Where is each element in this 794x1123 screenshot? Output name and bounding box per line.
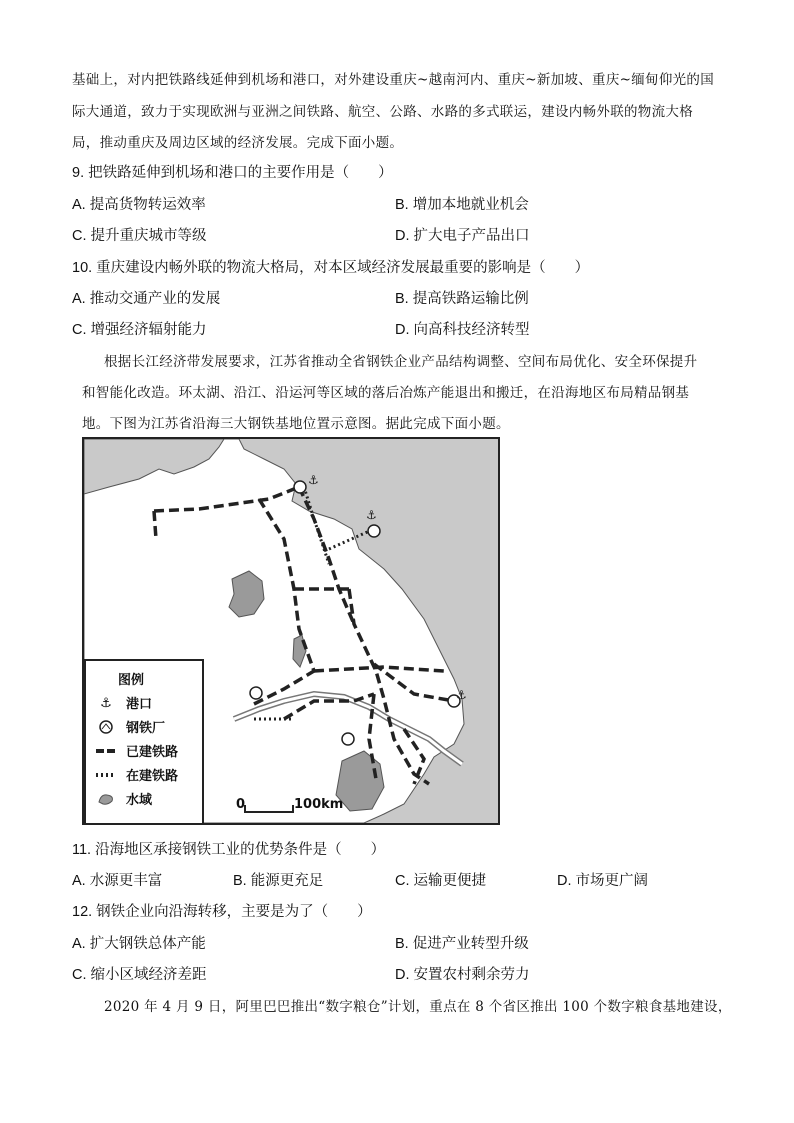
question-9-option-d: D. 扩大电子产品出口 bbox=[395, 228, 530, 244]
water-icon bbox=[94, 792, 118, 806]
question-9-option-a: A. 提高货物转运效率 bbox=[72, 197, 206, 213]
anchor-icon: ⚓ bbox=[366, 508, 377, 522]
steel-plant-icon bbox=[342, 733, 354, 745]
steel-plant-icon bbox=[294, 481, 306, 493]
legend-row-port bbox=[94, 693, 152, 712]
steel-plant-icon bbox=[368, 525, 380, 537]
question-11-option-c: C. 运输更便捷 bbox=[395, 873, 487, 889]
built-railway-icon bbox=[94, 744, 118, 758]
passage2-line-3: 地。下图为江苏省沿海三大钢铁基地位置示意图。据此完成下面小题。 bbox=[82, 416, 510, 432]
intro-line-3: 局，推动重庆及周边区域的经济发展。完成下面小题。 bbox=[72, 135, 404, 151]
passage2-line-2: 和智能化改造。环太湖、沿江、沿运河等区域的落后冶炼产能退出和搬迁，在沿海地区布局精品钢基 bbox=[82, 385, 690, 401]
legend-title: 图例 bbox=[118, 673, 145, 688]
question-10-option-c: C. 增强经济辐射能力 bbox=[72, 322, 207, 338]
question-11-option-b: B. 能源更充足 bbox=[233, 873, 324, 889]
map-legend bbox=[84, 659, 204, 825]
passage2-line-1: 根据长江经济带发展要求，江苏省推动全省钢铁企业产品结构调整、空间布局优化、安全环保提升 bbox=[104, 354, 698, 370]
question-12-stem: 12. 钢铁企业向沿海转移，主要是为了（ ） bbox=[72, 904, 372, 920]
question-12-option-c: C. 缩小区域经济差距 bbox=[72, 967, 207, 983]
question-12-option-d: D. 安置农村剩余劳力 bbox=[395, 967, 530, 983]
legend-steel-label: 钢铁厂 bbox=[126, 721, 166, 736]
tail-line-1: 2020 年 4 月 9 日，阿里巴巴推出“数字粮仓”计划，重点在 8 个省区推出 100 个数字粮食基地建设， bbox=[104, 999, 732, 1015]
scale-length: 100km bbox=[294, 797, 344, 812]
question-10-option-b: B. 提高铁路运输比例 bbox=[395, 291, 529, 307]
anchor-icon: ⚓ bbox=[100, 695, 112, 711]
legend-port-label: 港口 bbox=[126, 697, 153, 712]
legend-building-label: 在建铁路 bbox=[126, 769, 179, 784]
intro-line-1: 基础上，对内把铁路线延伸到机场和港口，对外建设重庆~越南河内、重庆~新加坡、重庆~缅甸仰光的国 bbox=[72, 72, 715, 88]
legend-row-building bbox=[94, 765, 178, 784]
legend-row-water bbox=[94, 789, 152, 808]
question-12-option-a: A. 扩大钢铁总体产能 bbox=[72, 936, 206, 952]
scale-tick-left bbox=[244, 805, 246, 811]
anchor-icon: ⚓ bbox=[456, 688, 467, 702]
question-9-stem: 9. 把铁路延伸到机场和港口的主要作用是（ ） bbox=[72, 165, 393, 181]
legend-water-label: 水域 bbox=[126, 793, 153, 808]
question-12-option-b: B. 促进产业转型升级 bbox=[395, 936, 529, 952]
legend-built-label: 已建铁路 bbox=[126, 745, 179, 760]
question-11-option-a: A. 水源更丰富 bbox=[72, 873, 163, 889]
question-11-option-d: D. 市场更广阔 bbox=[557, 873, 649, 889]
jiangsu-steel-base-map bbox=[82, 437, 500, 825]
question-10-option-d: D. 向高科技经济转型 bbox=[395, 322, 530, 338]
question-11-stem: 11. 沿海地区承接钢铁工业的优势条件是（ ） bbox=[72, 842, 386, 858]
site-changzhou bbox=[342, 733, 354, 745]
question-10-option-a: A. 推动交通产业的发展 bbox=[72, 291, 221, 307]
question-9-option-c: C. 提升重庆城市等级 bbox=[72, 228, 207, 244]
building-railway-icon bbox=[94, 768, 118, 782]
question-10-stem: 10. 重庆建设内畅外联的物流大格局，对本区域经济发展最重要的影响是（ ） bbox=[72, 260, 590, 276]
scale-bar bbox=[244, 811, 294, 813]
steel-plant-icon bbox=[94, 720, 118, 734]
legend-row-built bbox=[94, 741, 178, 760]
anchor-icon: ⚓ bbox=[308, 473, 319, 487]
question-9-option-b: B. 增加本地就业机会 bbox=[395, 197, 529, 213]
site-nanjing bbox=[250, 687, 262, 699]
legend-row-steel bbox=[94, 717, 165, 736]
steel-plant-icon bbox=[250, 687, 262, 699]
intro-line-2: 际大通道，致力于实现欧洲与亚洲之间铁路、航空、公路、水路的多式联运，建设内畅外联的物流大格 bbox=[72, 104, 693, 120]
scale-zero: 0 bbox=[236, 797, 246, 812]
